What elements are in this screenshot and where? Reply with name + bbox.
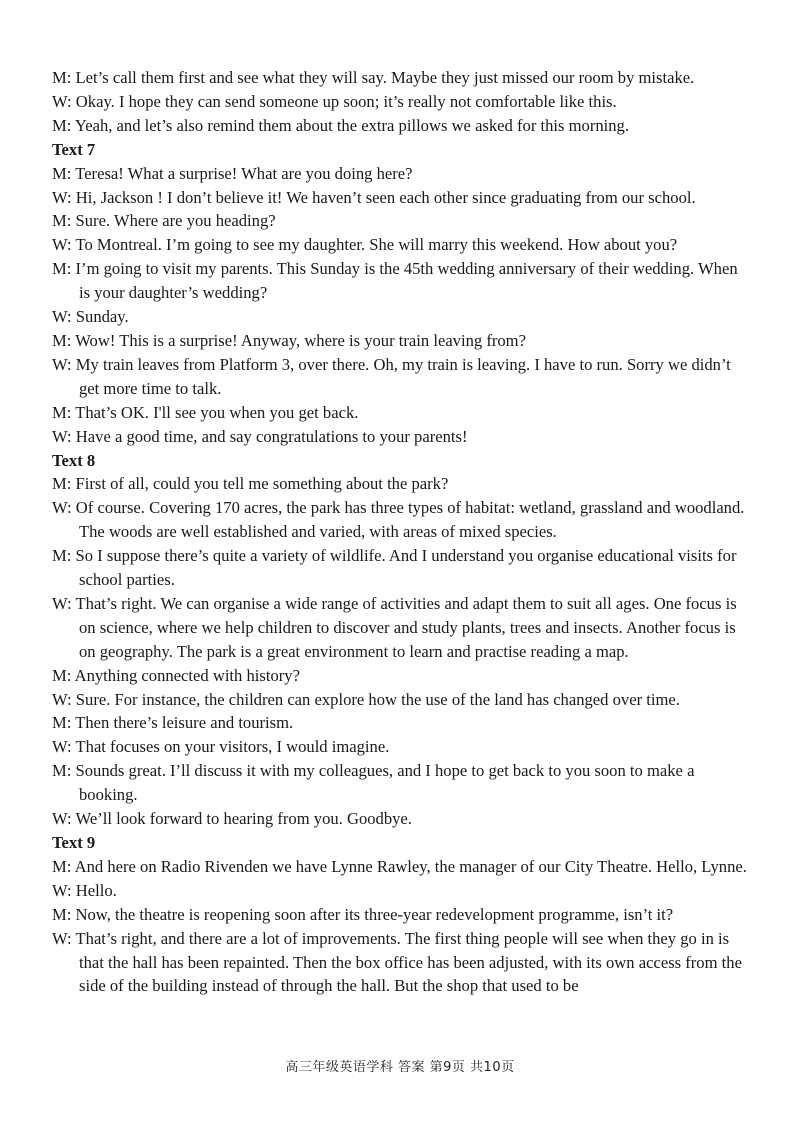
- section-heading: Text 8: [52, 450, 96, 470]
- dialogue-line: M: Sure. Where are you heading?: [52, 211, 276, 231]
- dialogue-line: W: My train leaves from Platform 3, over there. Oh, my train is leaving. I have to run. Sorry we didn’t get more time to talk.: [52, 354, 731, 398]
- dialogue-line: W: We’ll look forward to hearing from you. Goodbye.: [52, 809, 412, 829]
- listening-transcript: [52, 66, 748, 998]
- page-footer: 高三年级英语学科 答案 第9页 共10页: [285, 1060, 515, 1075]
- dialogue-line: W: Sure. For instance, the children can explore how the use of the land has changed over time.: [52, 689, 680, 709]
- dialogue-line: M: Then there’s leisure and tourism.: [52, 713, 294, 733]
- dialogue-line: W: To Montreal. I’m going to see my daughter. She will marry this weekend. How about you?: [52, 235, 678, 255]
- dialogue-line: M: Teresa! What a surprise! What are you doing here?: [52, 163, 413, 183]
- dialogue-line: M: Wow! This is a surprise! Anyway, where is your train leaving from?: [52, 330, 526, 350]
- dialogue-line: M: That’s OK. I'll see you when you get back.: [52, 402, 359, 422]
- dialogue-line: W: Of course. Covering 170 acres, the park has three types of habitat: wetland, grassland and woodland. The woods are well established and varied, with areas of mixed species.: [52, 498, 745, 542]
- dialogue-line: W: That’s right, and there are a lot of improvements. The first thing people will see when they go in is that the hall has been repainted. Then the box office has been adjusted, with its own access from the side of the building instead of through the hall. But the shop that used to be: [52, 928, 742, 996]
- dialogue-line: M: Yeah, and let’s also remind them about the extra pillows we asked for this morning.: [52, 115, 629, 135]
- section-heading: Text 9: [52, 833, 96, 852]
- dialogue-line: W: Hello.: [52, 880, 117, 900]
- dialogue-line: M: Anything connected with history?: [52, 665, 300, 685]
- dialogue-line: M: Now, the theatre is reopening soon after its three-year redevelopment programme, isn’t it?: [52, 904, 674, 924]
- dialogue-line: W: Have a good time, and say congratulations to your parents!: [52, 426, 468, 446]
- dialogue-line: M: So I suppose there’s quite a variety of wildlife. And I understand you organise educational visits for school parties.: [52, 546, 737, 590]
- dialogue-line: W: Hi, Jackson ! I don’t believe it! We haven’t seen each other since graduating from our school.: [52, 187, 696, 207]
- dialogue-line: M: I’m going to visit my parents. This Sunday is the 45th wedding anniversary of their wedding. When is your daughter’s wedding?: [52, 259, 738, 303]
- dialogue-line: W: Okay. I hope they can send someone up soon; it’s really not comfortable like this.: [52, 91, 617, 111]
- dialogue-line: W: Sunday.: [52, 307, 129, 327]
- dialogue-line: M: Let’s call them first and see what they will say. Maybe they just missed our room by mistake.: [52, 68, 695, 87]
- dialogue-line: W: That focuses on your visitors, I would imagine.: [52, 737, 390, 757]
- dialogue-line: M: And here on Radio Rivenden we have Lynne Rawley, the manager of our City Theatre. Hello, Lynne.: [52, 856, 747, 876]
- section-heading: Text 7: [52, 139, 96, 159]
- dialogue-line: M: First of all, could you tell me something about the park?: [52, 474, 449, 494]
- dialogue-line: W: That’s right. We can organise a wide range of activities and adapt them to suit all ages. One focus is on science, where we help children to discover and study plants, trees and insects. Another focus is on geography. The park is a great environment to learn and practise reading a map.: [52, 593, 737, 661]
- dialogue-line: M: Sounds great. I’ll discuss it with my colleagues, and I hope to get back to you soon to make a booking.: [52, 761, 695, 805]
